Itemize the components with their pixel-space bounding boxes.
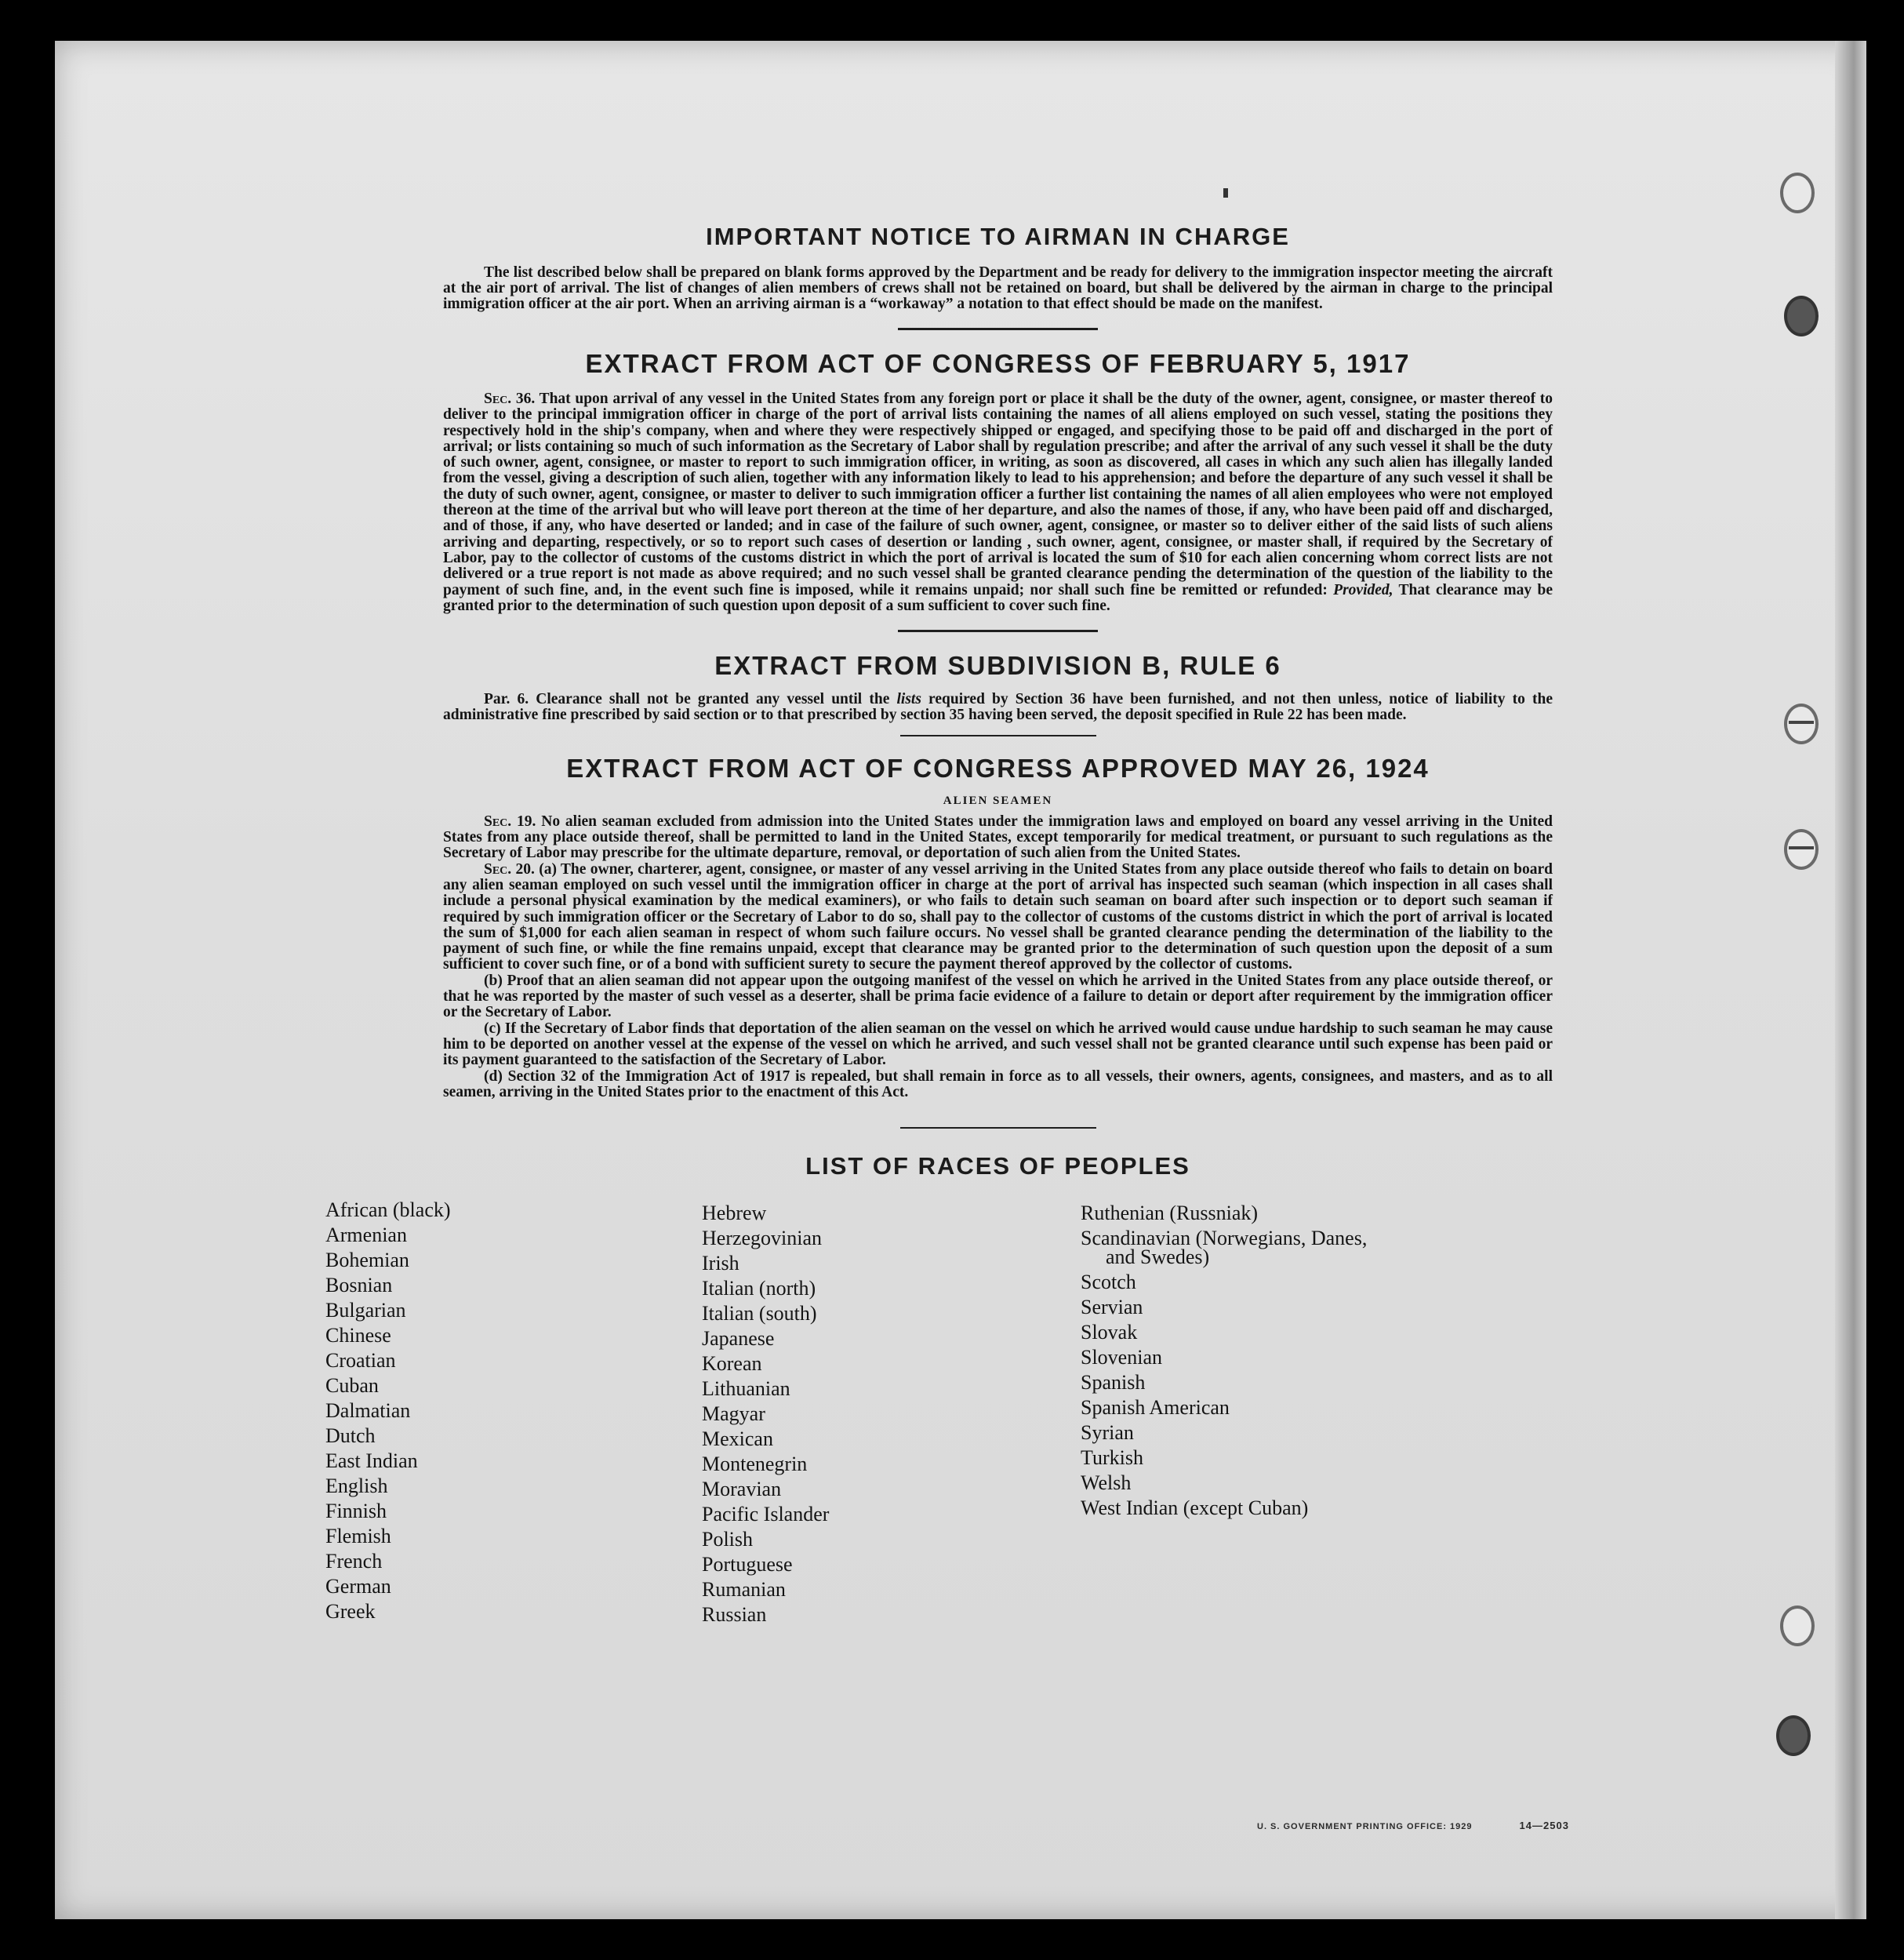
- divider: [898, 328, 1098, 330]
- rule-6-title: EXTRACT FROM SUBDIVISION B, RULE 6: [714, 651, 1281, 681]
- races-column-1: [325, 1198, 451, 1624]
- alien-seamen-subtitle: ALIEN SEAMEN: [943, 794, 1053, 807]
- race-item: Herzegovinian: [702, 1227, 823, 1250]
- race-item: Moravian: [702, 1478, 782, 1501]
- race-item: Bohemian: [325, 1249, 409, 1272]
- races-column-2: [702, 1201, 829, 1627]
- race-item: Mexican: [702, 1427, 773, 1451]
- races-title: LIST OF RACES OF PEOPLES: [805, 1152, 1190, 1180]
- act-1924-title: EXTRACT FROM ACT OF CONGRESS APPROVED MAY 26, 1924: [566, 753, 1430, 783]
- race-item: Korean: [702, 1352, 762, 1376]
- section-label: Sec. 19.: [484, 813, 536, 830]
- divider: [900, 735, 1096, 736]
- page-edge-shadow: [1835, 41, 1866, 1919]
- section-20a-text: [443, 862, 1553, 973]
- race-item: Portuguese: [702, 1553, 793, 1576]
- rule-6-text: [443, 692, 1553, 724]
- race-item: Ruthenian (Russniak): [1081, 1202, 1259, 1225]
- divider: [898, 630, 1098, 632]
- race-item: Russian: [702, 1603, 767, 1627]
- race-item: Servian: [1081, 1296, 1143, 1319]
- race-item: Irish: [702, 1252, 739, 1275]
- binder-hole-icon: [1780, 173, 1815, 213]
- race-item: Turkish: [1081, 1446, 1143, 1470]
- races-list: [325, 1198, 1604, 1637]
- binder-hole-icon: [1776, 1715, 1811, 1756]
- race-item: Italian (north): [702, 1277, 816, 1300]
- race-item: Spanish American: [1081, 1396, 1230, 1420]
- form-number: 14—2503: [1519, 1820, 1569, 1831]
- document-page: [55, 41, 1866, 1919]
- race-item: Lithuanian: [702, 1377, 790, 1401]
- race-item: Croatian: [325, 1349, 396, 1373]
- lists-word: lists: [896, 691, 921, 708]
- binder-hole-icon: [1780, 1605, 1815, 1646]
- race-item: Italian (south): [702, 1302, 817, 1325]
- races-column-3: [1081, 1201, 1367, 1521]
- race-item: Polish: [702, 1528, 754, 1551]
- race-item: Flemish: [325, 1525, 391, 1548]
- rule-6-body-a: Par. 6. Clearance shall not be granted any vessel until the: [484, 691, 890, 708]
- race-item: East Indian: [325, 1449, 418, 1473]
- race-item: Rumanian: [702, 1578, 786, 1602]
- race-item: West Indian (except Cuban): [1081, 1496, 1309, 1520]
- binder-hole-icon: [1784, 829, 1819, 870]
- race-item: Cuban: [325, 1374, 379, 1398]
- race-item: Welsh: [1081, 1471, 1132, 1495]
- rule-6-body-b: required by Section 36 have been furnished, and not then unless, notice of liability to the administrative fine prescribed by said section or to that prescribed by section 35 having been served, the deposit specified in Rule 22 has been made.: [443, 691, 1553, 724]
- section-36-body: That upon arrival of any vessel in the United States from any foreign port or place it shall be the duty of the owner, agent, consignee, or master thereof to deliver to the principal immigration officer in charge of the port of arrival lists containing the names of all aliens employed on such vessel, stating the positions they respectively hold in the ship's company, when and where they were respectively shipped or engaged, and specifying those to be paid off and discharged in the port of arrival; or lists containing so much of such information as the Secretary of Labor shall by regulation prescribe; and after the arrival of any such vessel it shall be the duty of such owner, agent, consignee, or master to report to such immigration officer, in writing, as soon as discovered, all cases in which any such alien has illegally landed from the vessel, giving a description of such alien, together with any information likely to lead to his apprehension; and before the departure of any such vessel it shall be the duty of such owner, agent, consignee, or master to deliver to such immigration officer a further list containing the names of all alien employees who were not employed thereon at the time of the arrival but who will leave port thereon at the time of her departure, and also the names of those, if any, who have been paid off and discharged, and of those, if any, who have deserted or landed; and in case of the failure of such owner, agent, consignee, or master so to deliver either of the said lists of such aliens arriving and departing, respectively, or so to report such cases of desertion or landing , such owner, agent, consignee, or master shall, if required by the Secretary of Labor, pay to the collector of customs of the customs district in which the port of arrival is located the sum of $10 for each alien concerning whom correct lists are not delivered or a true report is not made as above required; and no such vessel shall be granted clearance pending the determination of the question of the liability to the payment of such fine, and, in the event such fine is imposed, while it remains unpaid; nor shall such fine be remitted or refunded:: [443, 391, 1553, 598]
- proviso-word: Provided,: [1333, 581, 1393, 598]
- notice-title: IMPORTANT NOTICE TO AIRMAN IN CHARGE: [706, 223, 1290, 250]
- section-19-body: No alien seaman excluded from admission into the United States under the immigration laws and employed on board any vessel arriving in the United States from any place outside thereof, shall be permitted to land in the United States, except temporarily for medical treatment, or pursuant to such regulations as the Secretary of Labor may prescribe for the ultimate departure, removal, or deportation of such alien from the United States.: [443, 813, 1553, 862]
- section-20a-body: (a) The owner, charterer, agent, consignee, or master of any vessel arriving in the United States from any place outside thereof who fails to detain on board any alien seaman employed on such vessel until the immigration officer in charge at the port of arrival has inspected such seaman (which inspection in all cases shall include a personal physical examination by the medical examiners), or who fails to detain such seaman on board after such inspection or to deport such seaman if required by such immigration officer or the Secretary of Labor to do so, shall pay to the collector of customs of the customs district in which the port of arrival is located the sum of $1,000 for each alien seaman in respect of whom such failure occurs. No vessel shall be granted clearance pending the determination of the liability to the payment of such fine, or while the fine remains unpaid, except that clearance may be granted prior to the determination of such question upon the deposit of a sum sufficient to cover such fine, or of a bond with sufficient surety to secure the payment thereof approved by the collector of customs.: [443, 860, 1553, 973]
- race-item: Slovak: [1081, 1321, 1138, 1344]
- divider: [900, 1127, 1096, 1129]
- race-item: English: [325, 1475, 388, 1498]
- race-item: Finnish: [325, 1500, 387, 1523]
- notice-body: The list described below shall be prepared on blank forms approved by the Department and be ready for delivery to the immigration inspector meeting the aircraft at the air port of arrival. The list of changes of alien members of crews shall not be retained on board, but shall be delivered by the airman in charge to the principal immigration officer at the air port. When an arriving airman is a “workaway” a notation to that effect should be made on the manifest.: [443, 264, 1553, 312]
- race-item: French: [325, 1550, 383, 1573]
- section-20b-text: (b) Proof that an alien seaman did not appear upon the outgoing manifest of the vessel on which he arrived in the United States from any place outside thereof, or that he was reported by the master of such vessel as a deserter, shall be prima facie evidence of a failure to detain or deport after requirement by the immigration officer or the Secretary of Labor.: [443, 972, 1553, 1021]
- race-item: African (black): [325, 1198, 451, 1222]
- section-19-text: [443, 814, 1553, 862]
- race-item: Japanese: [702, 1327, 775, 1351]
- section-36-text: [443, 391, 1553, 614]
- race-item: Pacific Islander: [702, 1503, 830, 1526]
- race-item: Scandinavian (Norwegians, Danes,: [1081, 1227, 1368, 1250]
- race-item: Bosnian: [325, 1274, 393, 1297]
- race-item: Dalmatian: [325, 1399, 411, 1423]
- race-item-continuation: and Swedes): [1106, 1245, 1210, 1269]
- section-20d-text: (d) Section 32 of the Immigration Act of 1917 is repealed, but shall remain in force as to all vessels, their owners, agents, consignees, and masters, and as to all seamen, arriving in the United States prior to the enactment of this Act.: [443, 1067, 1553, 1100]
- race-item: Dutch: [325, 1424, 376, 1448]
- race-item: Chinese: [325, 1324, 391, 1347]
- document-content: [325, 166, 1604, 1637]
- section-label: Sec. 36.: [484, 391, 536, 407]
- race-item: Greek: [325, 1600, 376, 1624]
- race-item: Spanish: [1081, 1371, 1146, 1395]
- binder-hole-icon: [1784, 704, 1819, 744]
- printer-credit: U. S. GOVERNMENT PRINTING OFFICE: 1929: [1257, 1822, 1473, 1831]
- race-item: Hebrew: [702, 1202, 767, 1225]
- race-item: Armenian: [325, 1224, 407, 1247]
- race-item: Scotch: [1081, 1271, 1136, 1294]
- binder-hole-icon: [1784, 296, 1819, 336]
- race-item: Bulgarian: [325, 1299, 406, 1322]
- race-item: Syrian: [1081, 1421, 1134, 1445]
- printer-footer: [1257, 1820, 1569, 1831]
- race-item: Slovenian: [1081, 1346, 1162, 1369]
- race-item: German: [325, 1575, 391, 1598]
- race-item: Montenegrin: [702, 1453, 808, 1476]
- proviso-text: That clearance may be granted prior to the determination of such question upon deposit of a sum sufficient to cover such fine.: [443, 581, 1553, 614]
- section-20c-text: (c) If the Secretary of Labor finds that deportation of the alien seaman on the vessel on which he arrived would cause undue hardship to such seaman he may cause him to be deported on another vessel at the expense of the vessel on which he arrived, and such vessel shall not be granted clearance until such expense has been paid or its payment guaranteed to the satisfaction of the Secretary of Labor.: [443, 1020, 1553, 1069]
- race-item: Magyar: [702, 1402, 765, 1426]
- section-label: Sec. 20.: [484, 860, 535, 878]
- act-1917-title: EXTRACT FROM ACT OF CONGRESS OF FEBRUARY 5, 1917: [585, 349, 1411, 378]
